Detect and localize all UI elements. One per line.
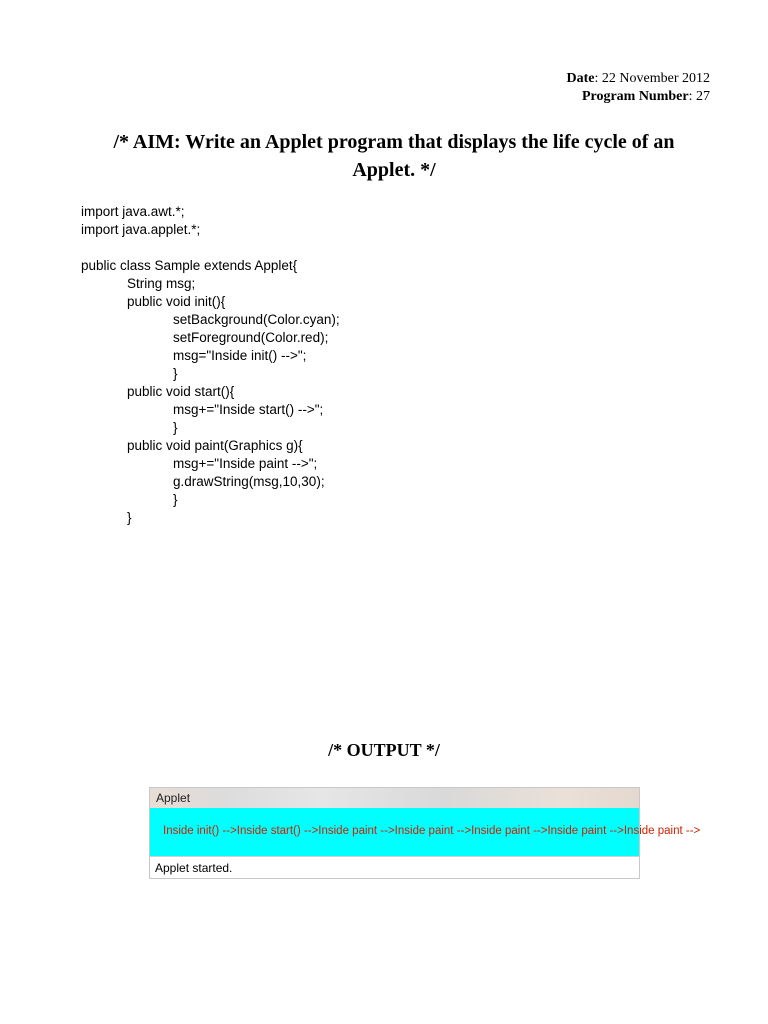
code-line: } [173,420,178,435]
date-line [567,70,710,88]
applet-canvas [150,808,701,856]
code-line: import java.awt.*; [81,204,185,219]
code-line: setBackground(Color.cyan); [173,312,340,327]
code-line: msg+="Inside paint -->"; [173,456,318,471]
code-line: public void start(){ [127,384,235,399]
aim-heading [60,128,728,184]
code-line: msg="Inside init() -->"; [173,348,307,363]
code-line: g.drawString(msg,10,30); [173,474,325,489]
aim-line-2: Applet. */ [352,159,436,181]
date-label: Date [566,71,595,86]
applet-title-bar [150,788,639,808]
output-heading: /* OUTPUT */ [328,740,440,760]
date-value: : 22 November 2012 [594,71,710,86]
applet-message: Inside init() -->Inside start() -->Inside paint -->Inside paint -->Inside paint -->Inside paint -->Inside paint --> [163,825,701,837]
program-number-label: Program Number [581,89,689,104]
applet-status-bar [150,856,639,879]
code-line: msg+="Inside start() -->"; [173,402,324,417]
code-line [81,239,340,257]
document-meta [567,70,710,106]
program-number-value: : 27 [688,89,710,104]
code-line: import java.applet.*; [81,222,201,237]
aim-line-1: /* AIM: Write an Applet program that displays the life cycle of an [113,131,675,153]
code-line: } [173,366,178,381]
code-line: } [127,510,132,525]
code-line: } [173,492,178,507]
code-line: String msg; [127,276,196,291]
code-listing [81,203,340,527]
code-line: public class Sample extends Applet{ [81,258,298,273]
applet-title: Applet [156,791,191,805]
code-line: setForeground(Color.red); [173,330,329,345]
program-number-line [567,88,710,106]
applet-status-text: Applet started. [155,861,233,875]
code-line: public void paint(Graphics g){ [127,438,303,453]
applet-window [149,787,701,879]
code-line: public void init(){ [127,294,226,309]
